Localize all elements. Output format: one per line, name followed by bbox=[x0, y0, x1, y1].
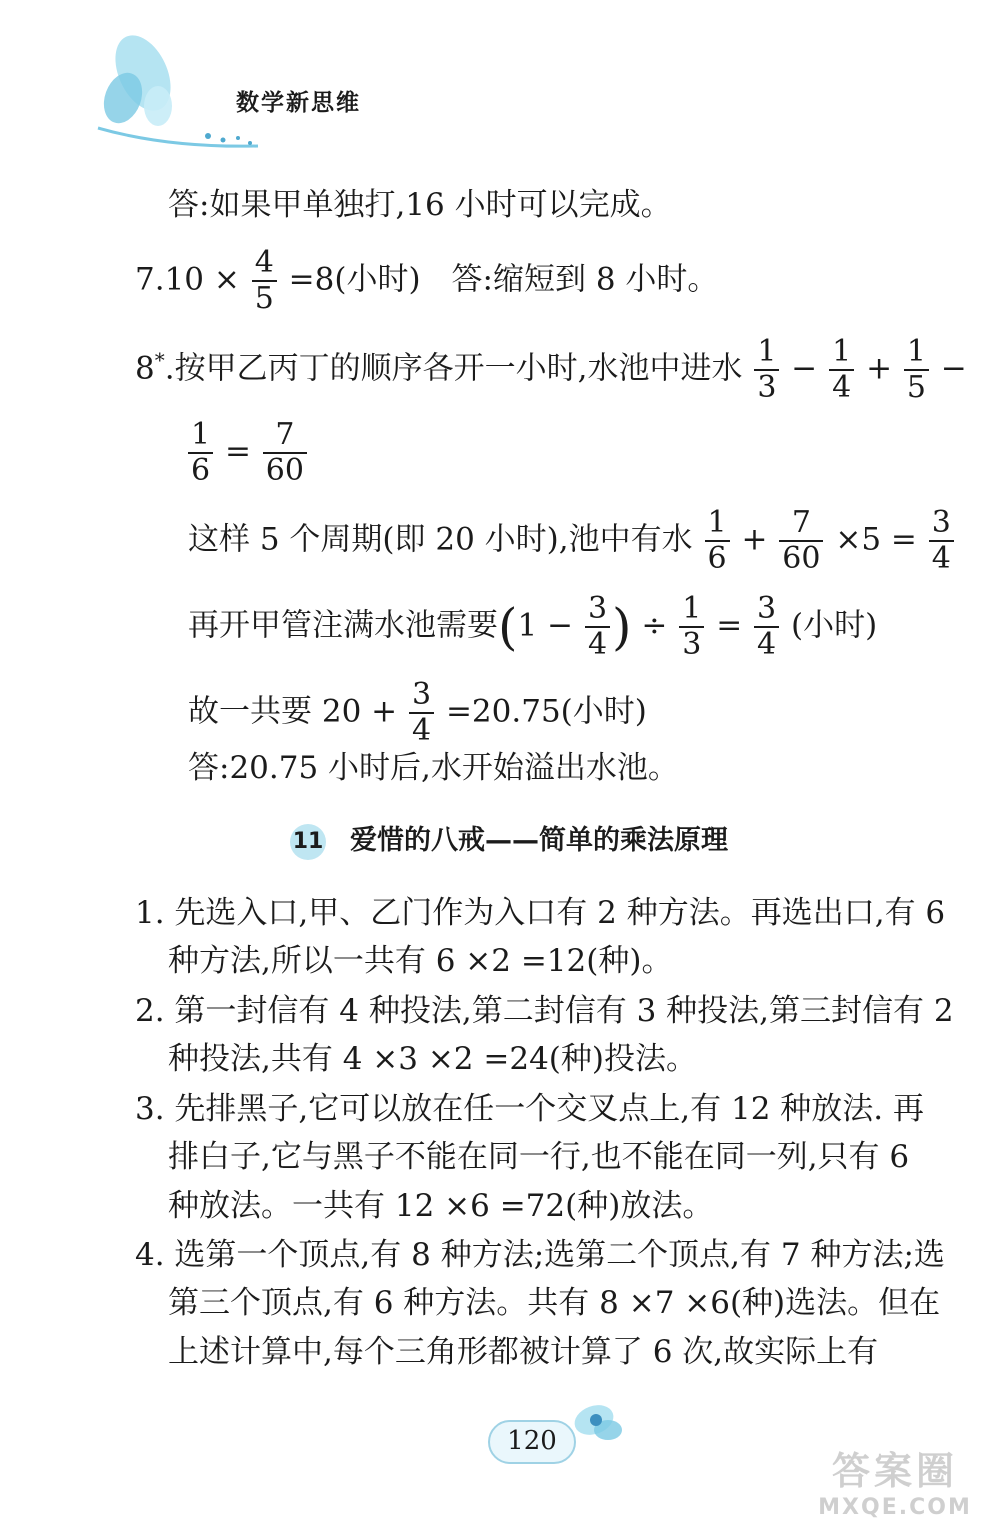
fraction: $\frac{7}{60}$ bbox=[779, 506, 823, 576]
problem-1-line-2: 种方法,所以一共有 6 ×2 =12(种)。 bbox=[168, 943, 673, 979]
problem-4-line-1: 4. 选第一个顶点,有 8 种方法;选第二个顶点,有 7 种方法;选 bbox=[135, 1237, 945, 1273]
problem-4-line-2: 第三个顶点,有 6 种方法。共有 8 ×7 ×6(种)选法。但在 bbox=[168, 1285, 941, 1321]
fraction: $\frac{1}{3}$ bbox=[679, 592, 704, 662]
item-8-line-2: $\frac{1}{6}$ = $\frac{7}{60}$ bbox=[186, 418, 309, 488]
fraction: $\frac{1}{4}$ bbox=[829, 335, 854, 405]
section-number: 11 bbox=[290, 824, 326, 860]
item-8-answer: 答:20.75 小时后,水开始溢出水池。 bbox=[188, 750, 679, 786]
decorative-swirl-icon bbox=[566, 1390, 636, 1460]
fraction: $\frac{4}{5}$ bbox=[252, 246, 277, 316]
problem-2-line-1: 2. 第一封信有 4 种投法,第二封信有 3 种投法,第三封信有 2 bbox=[135, 993, 954, 1029]
fraction: $\frac{1}{6}$ bbox=[705, 506, 730, 576]
item-8-line-4: 再开甲管注满水池需要(1 − $\frac{3}{4}$ ) ÷ $\frac{1}{3}$ = $\frac{3}{4}$ (小时) bbox=[188, 591, 878, 662]
watermark: 答案圈 MXQE.COM bbox=[818, 1449, 972, 1520]
item-7 bbox=[135, 246, 718, 316]
header-title: 数学新思维 bbox=[236, 90, 361, 116]
item-8-line-5: 故一共要 20 + $\frac{3}{4}$ =20.75(小时) bbox=[188, 677, 647, 748]
section-title: 爱惜的八戒——简单的乘法原理 bbox=[350, 825, 728, 856]
fraction: $\frac{1}{6}$ bbox=[188, 418, 213, 488]
problem-1-line-1: 1. 先选入口,甲、乙门作为入口有 2 种方法。再选出口,有 6 bbox=[135, 895, 946, 931]
fraction: $\frac{3}{4}$ bbox=[585, 592, 610, 662]
fraction: $\frac{3}{4}$ bbox=[929, 506, 954, 576]
problem-2-line-2: 种投法,共有 4 ×3 ×2 =24(种)投法。 bbox=[168, 1041, 697, 1077]
item-8-line-3: 这样 5 个周期(即 20 小时),池中有水 $\frac{1}{6}$ + $\frac{7}{60}$ ×5 = $\frac{3}{4}$ bbox=[188, 506, 956, 576]
section-heading bbox=[290, 818, 728, 860]
fraction: $\frac{1}{3}$ bbox=[754, 335, 779, 405]
fraction: $\frac{3}{4}$ bbox=[409, 678, 434, 748]
item-8-line-1: 8*.按甲乙丙丁的顺序各开一小时,水池中进水 $\frac{1}{3}$ − $\frac{1}{4}$ + $\frac{1}{5}$ − bbox=[135, 334, 967, 405]
problem-4-line-3: 上述计算中,每个三角形都被计算了 6 次,故实际上有 bbox=[168, 1334, 879, 1370]
fraction: $\frac{7}{60}$ bbox=[263, 418, 307, 488]
fraction: $\frac{1}{5}$ bbox=[904, 335, 929, 405]
item-7-pre: 7.10 × bbox=[135, 261, 240, 298]
problem-3-line-1: 3. 先排黑子,它可以放在任一个交叉点上,有 12 种放法. 再 bbox=[135, 1091, 924, 1127]
problem-3-line-3: 种放法。一共有 12 ×6 =72(种)放法。 bbox=[168, 1188, 714, 1224]
problem-3-line-2: 排白子,它与黑子不能在同一行,也不能在同一列,只有 6 bbox=[168, 1139, 910, 1175]
fraction: $\frac{3}{4}$ bbox=[754, 592, 779, 662]
answer-line: 答:如果甲单独打,16 小时可以完成。 bbox=[168, 187, 672, 223]
page-number: 120 bbox=[488, 1420, 576, 1464]
star-mark: * bbox=[154, 348, 165, 373]
item-7-post: =8(小时) 答:缩短到 8 小时。 bbox=[288, 261, 719, 298]
